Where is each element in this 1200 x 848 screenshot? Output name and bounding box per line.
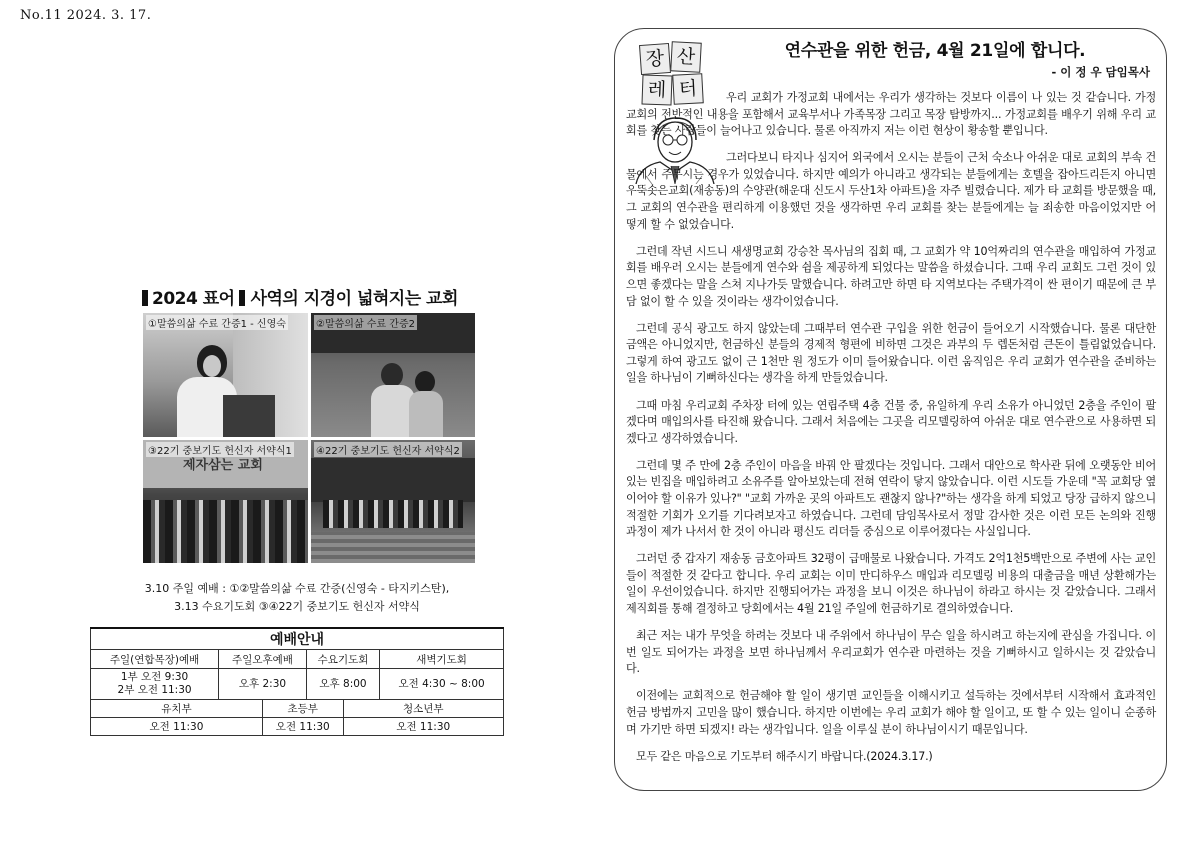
photo-testimony-1: [143, 313, 308, 437]
youth-time: 오전 11:30: [343, 718, 503, 736]
caption-line-1: 3.10 주일 예배 : ①②말씀의삶 수료 간증(신영숙 - 타지키스탄),: [144, 582, 450, 595]
photo-caption: ④22기 중보기도 헌신자 서약식2: [314, 442, 462, 457]
paragraph: 그러던 중 갑자기 재송동 금호아파트 32평이 급매물로 나왔습니다. 가격도 2억1천5백만으로 주변에 사는 교인들이 적절한 것 같다고 합니다. 우리 교회는 이미 만디하우스 매입과 리모델링 비용의 대출금을 매년 상환해가는 일이 우선이었습니다. 하지만 진행되어가는 과정을 보니 이것은 하나님이 하라고 하시는 것 같았습니다. 그래서 제직회를 통해 결정하고 당회에서는 4월 21일 주일에 헌금하기로 결의하였습니다.: [626, 552, 1156, 616]
photo-testimony-2: [311, 313, 475, 437]
paragraph: 이전에는 교회적으로 헌금해야 할 일이 생기면 교인들을 이해시키고 설득하는 것에서부터 시작해서 효과적인 헌금 방법까지 고민을 많이 했습니다. 하지만 이번에는 우리 교회가 해야 할 일이고, 또 할 수 있는 일이니 순종하며 가기만 하면 되겠지! 라는 생각입니다. 일을 이루실 분이 하나님이시기 때문입니다.: [626, 689, 1156, 736]
paragraph: 그런데 몇 주 만에 2층 주인이 마음을 바꿔 안 팔겠다는 것입니다. 그래서 대안으로 학사관 뒤에 오랫동안 비어있는 빈집을 매입하려고 소유주를 알아보았는데 전혀 연락이 닿지 않았습니다. 이런 시도들 가운데 "꼭 교회당 옆이어야 할 이유가 있나?" "교회 가까운 곳의 아파트도 괜찮지 않나?"하는 생각을 하게 되었고 당장 급하지 않으니 적절한 기회가 오기를 기다려보자고 하였습니다. 그런데 담임목사로서 정말 감사한 것은 이런 모든 논의와 진행 과정이 제가 나서서 한 것이 아니라 평신도 리더들 중심으로 이루어졌다는 사실입니다.: [626, 458, 1156, 539]
bar-mark-icon: [239, 290, 245, 306]
pews: [311, 532, 475, 563]
worship-table-title: 예배안내: [91, 628, 504, 650]
header-youth: 청소년부: [343, 700, 503, 718]
lectern: [223, 395, 275, 437]
header-dawn-prayer: 새벽기도회: [380, 650, 504, 669]
bar-mark-icon: [142, 290, 148, 306]
photo-pledge-2: [311, 440, 475, 563]
badge-tile: 장: [639, 43, 671, 75]
photo-grid: [143, 313, 475, 563]
badge-tile: 터: [672, 73, 704, 105]
photo-caption: ②말씀의삶 수료 간증2: [314, 315, 417, 330]
motto-text: 사역의 지경이 넓혀지는 교회: [250, 289, 458, 309]
person-head-2: [415, 371, 435, 393]
wednesday-prayer-time: 오후 8:00: [306, 669, 379, 700]
photo-caption: ③22기 중보기도 헌신자 서약식1: [146, 442, 294, 457]
closing-line: 모두 같은 마음으로 기도부터 해주시기 바랍니다.(2024.3.17.): [636, 749, 933, 763]
person-body-2: [409, 391, 443, 437]
caption-line-2: 3.13 수요기도회 ③④22기 중보기도 헌신자 서약식: [174, 600, 420, 613]
motto-label: 2024 표어: [152, 289, 235, 309]
second-service-time: 2부 오전 11:30: [117, 684, 192, 696]
header-wednesday-prayer: 수요기도회: [306, 650, 379, 669]
standing-people: [323, 500, 463, 528]
church-banner-text: 제자삼는 교회: [183, 458, 263, 473]
paragraph: 우리 교회가 가정교회 내에서는 우리가 생각하는 것보다 이름이 나 있는 것 같습니다. 가정교회의 전반적인 내용을 포함해서 교육부서나 가족목장 그리고 목장 탐방까지... 가정교회를 배우기 위해 우리 교회를 찾는 사람들이 늘어나고 있습니다. 물론 아직까지 저는 이런 현상이 황송할 뿐입니다.: [626, 91, 1156, 138]
letter-title: 연수관을 위한 헌금, 4월 21일에 합니다.: [784, 41, 1086, 61]
issue-number: No.11 2024. 3. 17.: [20, 8, 152, 23]
badge-tile: 레: [641, 74, 672, 105]
sunday-afternoon-time: 오후 2:30: [219, 669, 307, 700]
photo-pledge-1: [143, 440, 308, 563]
congregation: [143, 500, 308, 563]
paragraph: 그런데 작년 시드니 새생명교회 강승찬 목사님의 집회 때, 그 교회가 약 10억짜리의 연수관을 매입하여 가정교회를 배우러 오시는 분들에게 연수와 쉼을 제공하게 되었다는 말씀을 하셨습니다. 그때 우리 교회도 그런 것이 있으면 좋겠다는 말을 스쳐 지나가듯 말했습니다. 하려고만 하면 타 지역보다는 주택가격이 싼 편이기 때문에 큰 부담 없이 할 수 있을 것이라는 생각이었습니다.: [626, 244, 1156, 308]
paragraph: 최근 저는 내가 무엇을 하려는 것보다 내 주위에서 하나님이 무슨 일을 하시려고 하는지에 관심을 가집니다. 이번 일도 되어가는 과정을 보면 하나님께서 우리교회가 연수관 마련하는 것을 기뻐하시고 일하시는 것 같았습니다.: [626, 629, 1156, 676]
first-service-time: 1부 오전 9:30: [120, 671, 189, 683]
elementary-time: 오전 11:30: [262, 718, 343, 736]
kindergarten-time: 오전 11:30: [91, 718, 263, 736]
motto-heading: [142, 284, 458, 309]
letter-body: [626, 90, 1156, 776]
paragraph: 그때 마침 우리교회 주차장 터에 있는 연립주택 4층 건물 중, 유일하게 우리 소유가 아니었던 2층을 주인이 팔겠다며 매입의사를 타진해 왔습니다. 그래서 처음에는 그곳을 리모델링하여 아쉬운 대로 연수관으로 사용하면 되겠다고 생각하였습니다.: [626, 398, 1156, 445]
stage-screen: [311, 458, 475, 502]
photo-caption: ①말씀의삶 수료 간증1 - 신영숙: [146, 315, 288, 330]
header-sunday-afternoon: 주일오후예배: [219, 650, 307, 669]
sunday-service-times: [91, 669, 219, 700]
header-sunday-service: 주일(연합목장)예배: [91, 650, 219, 669]
header-elementary: 초등부: [262, 700, 343, 718]
person-head: [381, 363, 403, 387]
letter-author: - 이 정 우 담임목사: [1051, 65, 1150, 79]
worship-schedule-table: [90, 627, 504, 736]
paragraph: 그러다보니 타지나 심지어 외국에서 오시는 분들이 근처 숙소나 아쉬운 대로 교회의 부속 건물에서 주무시는 경우가 있었습니다. 하지만 예의가 아니라고 생각되는 분들에게는 호텔을 잡아드리든지 아니면 우뚝솟은교회(재송동)의 수양관(해운대 신도시 두산1차 아파트)을 자주 빌렸습니다. 제가 타 교회를 방문했을 때, 그 교회의 연수관을 편리하게 이용했던 것을 생각하면 우리 교회를 찾는 분들에게는 늘 죄송한 마음이었지만 어떻게 할 수 없었습니다.: [626, 151, 1156, 231]
photo-captions: [90, 580, 504, 616]
paragraph: 그런데 공식 광고도 하지 않았는데 그때부터 연수관 구입을 위한 헌금이 들어오기 시작했습니다. 물론 대단한 금액은 아니었지만, 헌금하신 분들의 경제적 형편에 비하면 그것은 과부의 두 렙돈처럼 큰돈이 틀림없었습니다. 그렇게 하여 광고도 없이 근 1천만 원 정도가 이미 들어왔습니다. 이런 움직임은 우리 교회가 연수관을 준비하는 일을 하나님이 기뻐하신다는 생각을 하게 만들었습니다.: [626, 321, 1156, 385]
header-kindergarten: 유치부: [91, 700, 263, 718]
dawn-prayer-time: 오전 4:30 ~ 8:00: [380, 669, 504, 700]
badge-tile: 산: [670, 41, 702, 73]
speaker-face: [203, 355, 221, 377]
